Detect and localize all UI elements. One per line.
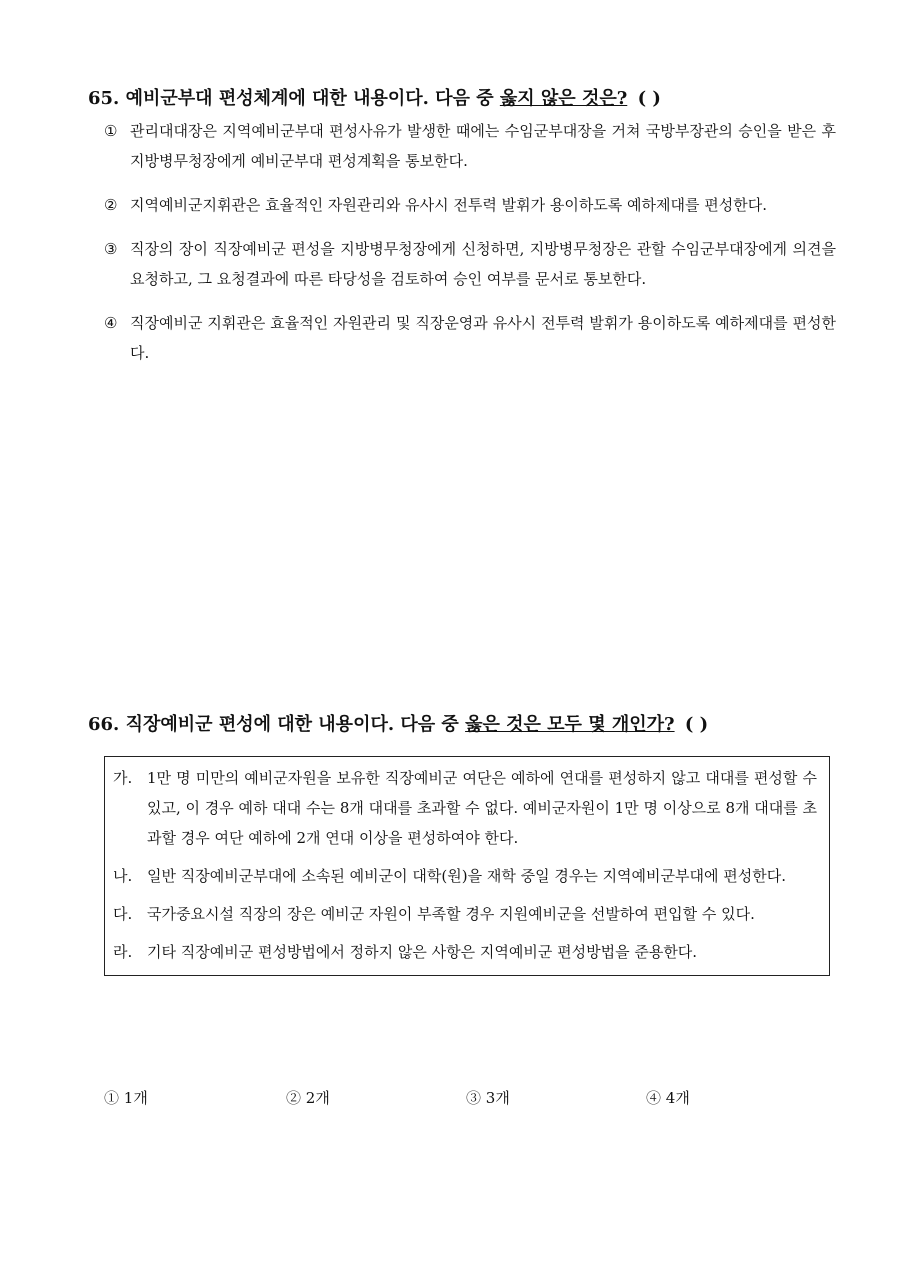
option-4[interactable]: [88, 308, 836, 368]
question-number: 66.: [88, 714, 120, 735]
statement-label: 나.: [113, 867, 133, 885]
option-marker: ④: [104, 314, 118, 332]
statement-label: 라.: [113, 943, 133, 961]
choice-marker: ③: [466, 1089, 482, 1107]
choice-marker: ②: [286, 1089, 302, 1107]
question-stem: [88, 86, 836, 112]
choice-4[interactable]: [646, 1085, 690, 1111]
stem-text: 예비군부대 편성체계에 대한 내용이다. 다음 중: [125, 88, 500, 109]
statement-text: 국가중요시설 직장의 장은 예비군 자원이 부족할 경우 지원예비군을 선발하여 편입할 수 있다.: [147, 905, 755, 923]
answer-blank[interactable]: ( ): [684, 714, 709, 735]
statement-text: 1만 명 미만의 예비군자원을 보유한 직장예비군 여단은 예하에 연대를 편성하지 않고 대대를 편성할 수 있고, 이 경우 예하 대대 수는 8개 대대를 초과할 수 없다. 예비군자원이 1만 명 이상으로 8개 대대를 초과할 경우 여단 예하에 2개 연대 이상을 편성하여야 한다.: [147, 769, 817, 847]
option-marker: ②: [104, 196, 118, 214]
option-text: 관리대대장은 지역예비군부대 편성사유가 발생한 때에는 수임군부대장을 거쳐 국방부장관의 승인을 받은 후 지방병무청장에게 예비군부대 편성계획을 통보한다.: [130, 122, 836, 170]
choice-2[interactable]: [286, 1085, 330, 1111]
option-text: 직장예비군 지휘관은 효율적인 자원관리 및 직장운영과 유사시 전투력 발휘가 용이하도록 예하제대를 편성한다.: [130, 314, 836, 362]
stem-emphasis: 옳지 않은 것은?: [499, 88, 628, 109]
choice-text: 2개: [305, 1089, 330, 1107]
choice-1[interactable]: [104, 1085, 148, 1111]
choice-text: 4개: [665, 1089, 690, 1107]
option-1[interactable]: [88, 116, 836, 176]
option-text: 직장의 장이 직장예비군 편성을 지방병무청장에게 신청하면, 지방병무청장은 관할 수임군부대장에게 의견을 요청하고, 그 요청결과에 따른 타당성을 검토하여 승인 여부를 문서로 통보한다.: [130, 240, 836, 288]
question-66: [88, 712, 836, 742]
statement-box: [104, 756, 830, 976]
question-65: [88, 86, 836, 382]
statement-item: [113, 763, 817, 853]
choice-3[interactable]: [466, 1085, 510, 1111]
choice-text: 1개: [123, 1089, 148, 1107]
statement-text: 일반 직장예비군부대에 소속된 예비군이 대학(원)을 재학 중일 경우는 지역예비군부대에 편성한다.: [147, 867, 786, 885]
option-marker: ①: [104, 122, 118, 140]
statement-item: [113, 861, 817, 891]
option-marker: ③: [104, 240, 118, 258]
choice-marker: ①: [104, 1089, 120, 1107]
statement-label: 가.: [113, 769, 133, 787]
choice-text: 3개: [485, 1089, 510, 1107]
statement-text: 기타 직장예비군 편성방법에서 정하지 않은 사항은 지역예비군 편성방법을 준용한다.: [147, 943, 698, 961]
statement-item: [113, 937, 817, 967]
choice-marker: ④: [646, 1089, 662, 1107]
answer-blank[interactable]: ( ): [637, 88, 661, 109]
statement-label: 다.: [113, 905, 133, 923]
option-3[interactable]: [88, 234, 836, 294]
stem-text: 직장예비군 편성에 대한 내용이다. 다음 중: [125, 714, 466, 735]
option-text: 지역예비군지휘관은 효율적인 자원관리와 유사시 전투력 발휘가 용이하도록 예하제대를 편성한다.: [130, 196, 768, 214]
stem-emphasis: 옳은 것은 모두 몇 개인가?: [465, 714, 675, 735]
statement-item: [113, 899, 817, 929]
option-2[interactable]: [88, 190, 836, 220]
question-number: 65.: [88, 88, 120, 109]
question-stem: [88, 712, 836, 738]
